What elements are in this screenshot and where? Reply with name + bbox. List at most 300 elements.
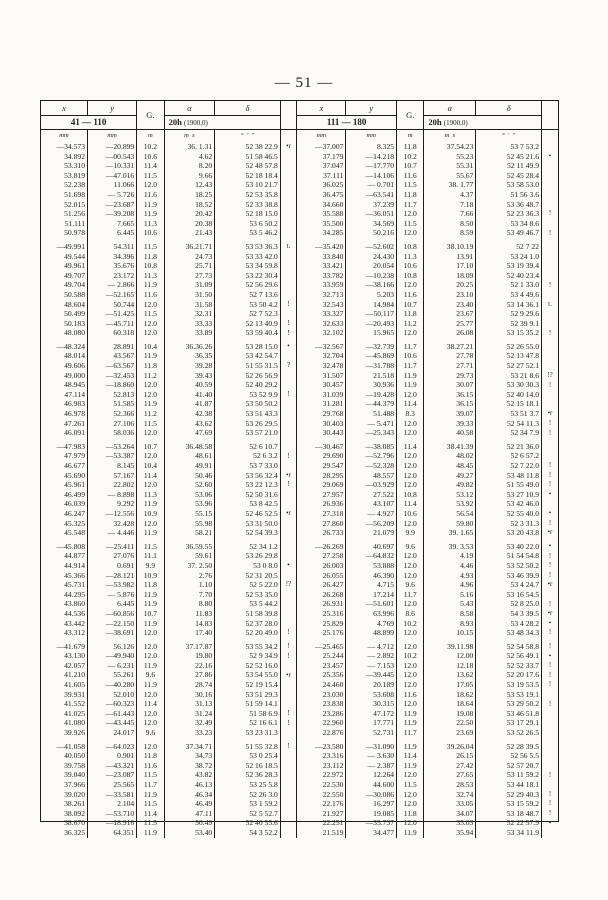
left-magnitude-cell: 11.9: [137, 200, 164, 210]
table-row: [41, 390, 558, 400]
right-alpha-cell: 37.54.23: [424, 142, 476, 152]
left-y-cell: —00.543: [88, 152, 137, 162]
left-alpha-cell: 36.35: [164, 351, 215, 361]
table-row: [41, 371, 558, 381]
left-magnitude-cell: 11.6: [137, 190, 164, 200]
right-alpha-cell: 55.23: [424, 152, 476, 162]
left-alpha-cell: 53.96: [164, 499, 215, 509]
right-note-cell: •: [548, 542, 552, 551]
left-note-cell: •r: [280, 142, 296, 152]
left-magnitude-cell: 12.0: [137, 519, 164, 529]
left-magnitude-cell: 11.4: [137, 699, 164, 709]
left-magnitude-cell: 11.4: [137, 809, 164, 819]
right-note-cell: [542, 161, 559, 171]
right-note-cell: •r: [547, 580, 553, 589]
left-magnitude-cell: 11.5: [137, 309, 164, 319]
left-magnitude-cell: 11.5: [137, 171, 164, 181]
right-alpha-cell: 4.46: [424, 561, 476, 571]
left-x-cell: 48.080: [41, 328, 88, 338]
left-note-cell: [280, 590, 296, 600]
right-magnitude-cell: 10.8: [397, 242, 424, 252]
right-y-cell: 21.518: [346, 371, 397, 381]
right-x-cell: 22.176: [297, 799, 346, 809]
left-delta-cell: 53 22 12.3: [215, 480, 281, 490]
left-x-cell: 43.130: [41, 651, 88, 661]
right-magnitude-cell: 11.4: [397, 751, 424, 761]
right-alpha-cell: 53.12: [424, 490, 476, 500]
right-alpha-cell: 18.62: [424, 690, 476, 700]
left-magnitude-cell: 11.9: [137, 828, 164, 838]
right-note-cell: [542, 219, 559, 229]
left-note-cell: •: [280, 561, 296, 571]
right-delta-cell: 53 30 30.3: [476, 380, 542, 390]
right-x-cell: 35.500: [297, 219, 346, 229]
left-magnitude-cell: 10.7: [137, 442, 164, 452]
right-alpha-cell: 26.15: [424, 751, 476, 761]
left-x-cell: 34.892: [41, 152, 88, 162]
right-magnitude-cell: 10.2: [397, 619, 424, 629]
right-delta-cell: 52 56 49.1: [476, 651, 542, 661]
left-note-cell: !: [280, 300, 296, 310]
units-row: [41, 130, 558, 143]
left-alpha-cell: 41.40: [164, 390, 215, 400]
right-y-cell: —38.085: [346, 442, 397, 452]
right-alpha-cell: 55.31: [424, 161, 476, 171]
right-y-cell: 24.430: [346, 252, 397, 262]
left-delta-cell: 53 7 33.0: [215, 461, 281, 471]
right-y-cell: —63.541: [346, 190, 397, 200]
table-row: [41, 328, 558, 338]
right-note-cell: [542, 780, 559, 790]
table-row: [41, 670, 558, 680]
left-alpha-cell: 1.10: [164, 580, 215, 590]
right-magnitude-cell: 12.0: [397, 799, 424, 809]
left-note-cell: [280, 599, 296, 609]
right-note-cell: !: [548, 799, 552, 808]
table-row: [41, 351, 558, 361]
left-magnitude-cell: 12.0: [137, 690, 164, 700]
col-y-header: y: [88, 101, 137, 116]
right-delta-cell: 53 51 3.7: [476, 409, 542, 419]
right-delta-cell: 53 7 53.2: [476, 142, 542, 152]
right-magnitude-cell: 11.5: [397, 780, 424, 790]
right-alpha-cell: 28.53: [424, 780, 476, 790]
right-delta-cell: 52 21 36.0: [476, 442, 542, 452]
table-row: [41, 261, 558, 271]
right-magnitude-cell: 10.7: [397, 300, 424, 310]
left-alpha-cell: 9.66: [164, 171, 215, 181]
left-x-cell: 46.247: [41, 509, 88, 519]
right-alpha-cell: 23.69: [424, 728, 476, 738]
right-alpha-cell: 39. 1.65: [424, 528, 476, 538]
right-x-cell: 34.285: [297, 228, 346, 238]
right-x-cell: 23.030: [297, 690, 346, 700]
right-x-cell: 31.039: [297, 390, 346, 400]
right-y-cell: —31.090: [346, 742, 397, 752]
right-magnitude-cell: 10.7: [397, 161, 424, 171]
left-x-cell: 45.961: [41, 480, 88, 490]
right-y-cell: —19.428: [346, 390, 397, 400]
right-note-cell: !: [548, 770, 552, 779]
left-magnitude-cell: 12.0: [137, 428, 164, 438]
right-alpha-cell: 38.41.39: [424, 442, 476, 452]
right-magnitude-cell: 12.0: [397, 642, 424, 652]
right-magnitude-cell: 11.3: [397, 252, 424, 262]
table-row: [41, 209, 558, 219]
left-x-cell: 43.312: [41, 628, 88, 638]
table-row: [41, 309, 558, 319]
right-y-cell: 17.771: [346, 718, 397, 728]
left-x-cell: 49.000: [41, 371, 88, 381]
table-row: [41, 599, 558, 609]
right-x-cell: 33.421: [297, 261, 346, 271]
right-delta-cell: 52 7 22.0: [476, 461, 542, 471]
table-row: [41, 761, 558, 771]
right-alpha-cell: 53.92: [424, 499, 476, 509]
left-magnitude-cell: 10.9: [137, 509, 164, 519]
right-alpha-cell: 38.27.21: [424, 342, 476, 352]
right-note-cell: !: [548, 670, 552, 679]
right-x-cell: 27.860: [297, 519, 346, 529]
left-alpha-cell: 46.49: [164, 799, 215, 809]
left-delta-cell: 52 53 35.8: [215, 190, 281, 200]
right-x-cell: 22.876: [297, 728, 346, 738]
left-x-cell: 41.605: [41, 680, 88, 690]
right-y-cell: — 0.701: [346, 180, 397, 190]
right-magnitude-cell: 12.0: [397, 471, 424, 481]
right-x-cell: 32.633: [297, 319, 346, 329]
right-y-cell: — 7.153: [346, 661, 397, 671]
table-row: [41, 319, 558, 329]
header-row-ranges: [41, 116, 558, 130]
left-delta-cell: 52 50 31.6: [215, 490, 281, 500]
unit-y-right: mm: [346, 130, 397, 143]
left-y-cell: 32.428: [88, 519, 137, 529]
right-x-cell: 32.478: [297, 361, 346, 371]
left-x-cell: 49.707: [41, 271, 88, 281]
left-y-cell: —18.916: [88, 818, 137, 828]
right-alpha-cell: 48.45: [424, 461, 476, 471]
col-g-header: G.: [137, 101, 164, 130]
right-x-cell: 32.102: [297, 328, 346, 338]
left-y-cell: 0.901: [88, 751, 137, 761]
right-magnitude-cell: 12.0: [397, 670, 424, 680]
right-y-cell: 30.936: [346, 380, 397, 390]
right-x-cell: 27.957: [297, 490, 346, 500]
left-delta-cell: 53 8 42.5: [215, 499, 281, 509]
right-note-cell: !: [548, 551, 552, 560]
left-note-cell: [280, 309, 296, 319]
right-note-cell: !: [548, 428, 552, 437]
left-delta-cell: 53 50 4.2: [215, 300, 281, 310]
left-magnitude-cell: 11.4: [137, 161, 164, 171]
left-note-cell: [280, 419, 296, 429]
right-magnitude-cell: 10.6: [397, 509, 424, 519]
left-y-cell: — 6.231: [88, 661, 137, 671]
table-body: [41, 130, 558, 838]
table-row: [41, 271, 558, 281]
table-row: [41, 619, 558, 629]
right-note-cell: !: [548, 641, 552, 650]
left-note-cell: [280, 152, 296, 162]
right-note-cell: [542, 252, 559, 262]
right-note-cell: !: [548, 570, 552, 579]
col-g-header-right: G.: [397, 101, 424, 130]
left-x-cell: 45.731: [41, 580, 88, 590]
left-x-cell: —34.573: [41, 142, 88, 152]
left-x-cell: 46.039: [41, 499, 88, 509]
right-delta-cell: 52 28 39.5: [476, 742, 542, 752]
right-magnitude-cell: 10.6: [397, 351, 424, 361]
right-y-cell: 14.984: [346, 300, 397, 310]
right-y-cell: —45.869: [346, 351, 397, 361]
left-alpha-cell: 37.34.71: [164, 742, 215, 752]
left-magnitude-cell: 11.2: [137, 409, 164, 419]
right-note-cell: [542, 309, 559, 319]
right-alpha-cell: 38.10.19: [424, 242, 476, 252]
left-x-cell: 46.499: [41, 490, 88, 500]
left-alpha-cell: 53.06: [164, 490, 215, 500]
left-delta-cell: 53 51 43.3: [215, 409, 281, 419]
right-delta-cell: 52 34 7.9: [476, 428, 542, 438]
right-y-cell: —50.117: [346, 309, 397, 319]
epoch-label: (1900,0): [443, 119, 468, 127]
left-y-cell: 50.744: [88, 300, 137, 310]
table-row: [41, 409, 558, 419]
table-row: [41, 171, 558, 181]
left-magnitude-cell: 12.0: [137, 651, 164, 661]
right-y-cell: 21.079: [346, 528, 397, 538]
right-magnitude-cell: 12.0: [397, 571, 424, 581]
right-delta-cell: 53 24 1.0: [476, 252, 542, 262]
right-magnitude-cell: 10.2: [397, 651, 424, 661]
table-row: [41, 780, 558, 790]
right-magnitude-cell: 12.0: [397, 480, 424, 490]
right-magnitude-cell: 10.8: [397, 490, 424, 500]
left-delta-cell: 53 5 44.2: [215, 599, 281, 609]
right-alpha-cell: 4.19: [424, 551, 476, 561]
right-delta-cell: 52 40 23.4: [476, 271, 542, 281]
left-alpha-cell: 32.49: [164, 718, 215, 728]
right-note-cell: [542, 690, 559, 700]
left-alpha-cell: 27.86: [164, 670, 215, 680]
left-note-cell: [280, 828, 296, 838]
right-note-cell: !: [548, 680, 552, 689]
left-magnitude-cell: 12.0: [137, 480, 164, 490]
left-alpha-cell: 46.34: [164, 790, 215, 800]
left-y-cell: —22.150: [88, 619, 137, 629]
left-x-cell: 48.604: [41, 300, 88, 310]
left-note-cell: !: [280, 651, 296, 661]
right-y-cell: —03.929: [346, 480, 397, 490]
right-magnitude-cell: 12.0: [397, 428, 424, 438]
left-x-cell: 39.926: [41, 728, 88, 738]
left-alpha-cell: 24.73: [164, 252, 215, 262]
right-magnitude-cell: 11.8: [397, 190, 424, 200]
left-delta-cell: 51 58 6.9: [215, 709, 281, 719]
right-alpha-cell: 55.67: [424, 171, 476, 181]
left-y-cell: —52.165: [88, 290, 137, 300]
table-row: [41, 242, 558, 252]
right-note-cell: !: [548, 661, 552, 670]
right-magnitude-cell: 11.9: [397, 761, 424, 771]
right-delta-cell: 51 55 49.0: [476, 480, 542, 490]
left-delta-cell: 53 22 30.4: [215, 271, 281, 281]
left-magnitude-cell: 9.6: [137, 670, 164, 680]
left-alpha-cell: 31.13: [164, 699, 215, 709]
left-magnitude-cell: 11.8: [137, 361, 164, 371]
left-magnitude-cell: 11.4: [137, 471, 164, 481]
left-x-cell: 39.020: [41, 790, 88, 800]
left-alpha-cell: 55.98: [164, 519, 215, 529]
right-x-cell: —32.567: [297, 342, 346, 352]
left-x-cell: 41.025: [41, 709, 88, 719]
table-row: [41, 509, 558, 519]
right-y-cell: — 2.387: [346, 761, 397, 771]
table-row: [41, 399, 558, 409]
left-note-cell: [280, 609, 296, 619]
right-magnitude-cell: 12.0: [397, 328, 424, 338]
right-delta-cell: 53 49 46.7: [476, 228, 542, 238]
left-y-cell: 55.261: [88, 670, 137, 680]
right-x-cell: 24.460: [297, 680, 346, 690]
right-alpha-cell: 13.91: [424, 252, 476, 262]
left-x-cell: 42.057: [41, 661, 88, 671]
right-alpha-cell: 19.08: [424, 709, 476, 719]
right-y-cell: 30.315: [346, 699, 397, 709]
left-y-cell: 60.318: [88, 328, 137, 338]
left-x-cell: 45.548: [41, 528, 88, 538]
left-y-cell: 52.366: [88, 409, 137, 419]
right-x-cell: 35.588: [297, 209, 346, 219]
left-x-cell: 49.544: [41, 252, 88, 262]
left-alpha-cell: 19.80: [164, 651, 215, 661]
table-row: [41, 180, 558, 190]
left-y-cell: —53.264: [88, 442, 137, 452]
left-x-cell: 51.698: [41, 190, 88, 200]
right-delta-cell: 53 14 36.1: [476, 300, 542, 310]
right-note-cell: t.: [548, 299, 552, 308]
left-magnitude-cell: 11.5: [137, 419, 164, 429]
right-y-cell: 20.054: [346, 261, 397, 271]
right-note-cell: [542, 190, 559, 200]
right-magnitude-cell: 8.3: [397, 409, 424, 419]
table-row: [41, 751, 558, 761]
left-alpha-cell: 33.89: [164, 328, 215, 338]
left-x-cell: 53.819: [41, 171, 88, 181]
left-y-cell: —43.445: [88, 718, 137, 728]
right-delta-cell: 53 29 50.2: [476, 699, 542, 709]
right-delta-cell: 53 15 59.2: [476, 799, 542, 809]
right-x-cell: 25.829: [297, 619, 346, 629]
left-alpha-cell: 32.31: [164, 309, 215, 319]
table-row: [41, 571, 558, 581]
right-alpha-cell: 7.66: [424, 209, 476, 219]
right-magnitude-cell: 11.5: [397, 180, 424, 190]
left-y-cell: —23.687: [88, 200, 137, 210]
right-delta-cell: 52 45 28.4: [476, 171, 542, 181]
right-alpha-cell: 48.02: [424, 451, 476, 461]
right-delta-cell: 53 40 22.0: [476, 542, 542, 552]
right-y-cell: 63.996: [346, 609, 397, 619]
left-alpha-cell: 52.60: [164, 480, 215, 490]
table-row: [41, 519, 558, 529]
left-magnitude-cell: 11.9: [137, 280, 164, 290]
right-x-cell: 22.251: [297, 818, 346, 828]
right-y-cell: —36.051: [346, 209, 397, 219]
hour-label: 20h: [428, 117, 442, 127]
right-x-cell: 31.507: [297, 371, 346, 381]
right-magnitude-cell: 11.7: [397, 728, 424, 738]
right-delta-cell: 54 3 39.5: [476, 609, 542, 619]
right-note-cell: [542, 361, 559, 371]
left-delta-cell: 52 37 28.0: [215, 619, 281, 629]
right-alpha-cell: 29.73: [424, 371, 476, 381]
left-magnitude-cell: 10.6: [137, 228, 164, 238]
left-x-cell: 44.914: [41, 561, 88, 571]
right-y-cell: 4.769: [346, 619, 397, 629]
epoch-label: (1900,0): [183, 119, 208, 127]
right-magnitude-cell: 12.0: [397, 818, 424, 828]
left-y-cell: — 5.726: [88, 190, 137, 200]
table-row: [41, 252, 558, 262]
left-x-cell: 45.690: [41, 471, 88, 481]
table-row: [41, 709, 558, 719]
right-delta-cell: 52 1 33.0: [476, 280, 542, 290]
right-magnitude-cell: 9.6: [397, 542, 424, 552]
left-y-cell: —18.860: [88, 380, 137, 390]
left-magnitude-cell: 10.4: [137, 342, 164, 352]
left-y-cell: —61.443: [88, 709, 137, 719]
left-note-cell: [280, 790, 296, 800]
right-y-cell: 12.264: [346, 770, 397, 780]
left-note-cell: [280, 252, 296, 262]
right-alpha-cell: 4.37: [424, 190, 476, 200]
right-y-cell: — 3.630: [346, 751, 397, 761]
table-row: [41, 461, 558, 471]
col-alpha-header: [164, 101, 215, 116]
left-magnitude-cell: 10.8: [137, 261, 164, 271]
right-delta-cell: 53 4 28.2: [476, 619, 542, 629]
table-row: [41, 680, 558, 690]
right-magnitude-cell: 10.6: [397, 261, 424, 271]
right-delta-cell: 53 42 46.0: [476, 499, 542, 509]
left-note-cell: [280, 490, 296, 500]
left-y-cell: 52.813: [88, 390, 137, 400]
left-y-cell: 64.351: [88, 828, 137, 838]
right-x-cell: 36.025: [297, 180, 346, 190]
right-magnitude-cell: 12.0: [397, 461, 424, 471]
right-x-cell: 31.281: [297, 399, 346, 409]
right-magnitude-cell: 11.7: [397, 200, 424, 210]
right-note-cell: [542, 142, 559, 152]
unit-g: m: [137, 130, 164, 143]
right-x-cell: 37.179: [297, 152, 346, 162]
right-y-cell: 40.697: [346, 542, 397, 552]
left-x-cell: 45.366: [41, 571, 88, 581]
alpha-symbol: α: [187, 102, 192, 113]
right-magnitude-cell: 11.4: [397, 399, 424, 409]
left-magnitude-cell: 12.0: [137, 642, 164, 652]
left-note-cell: [280, 699, 296, 709]
right-delta-cell: 52 13 47.8: [476, 351, 542, 361]
left-alpha-cell: 11.83: [164, 609, 215, 619]
left-delta-cell: 53 26 29.5: [215, 419, 281, 429]
table-row: [41, 728, 558, 738]
left-alpha-cell: 43.82: [164, 770, 215, 780]
left-note-cell: [280, 461, 296, 471]
left-x-cell: —48.324: [41, 342, 88, 352]
